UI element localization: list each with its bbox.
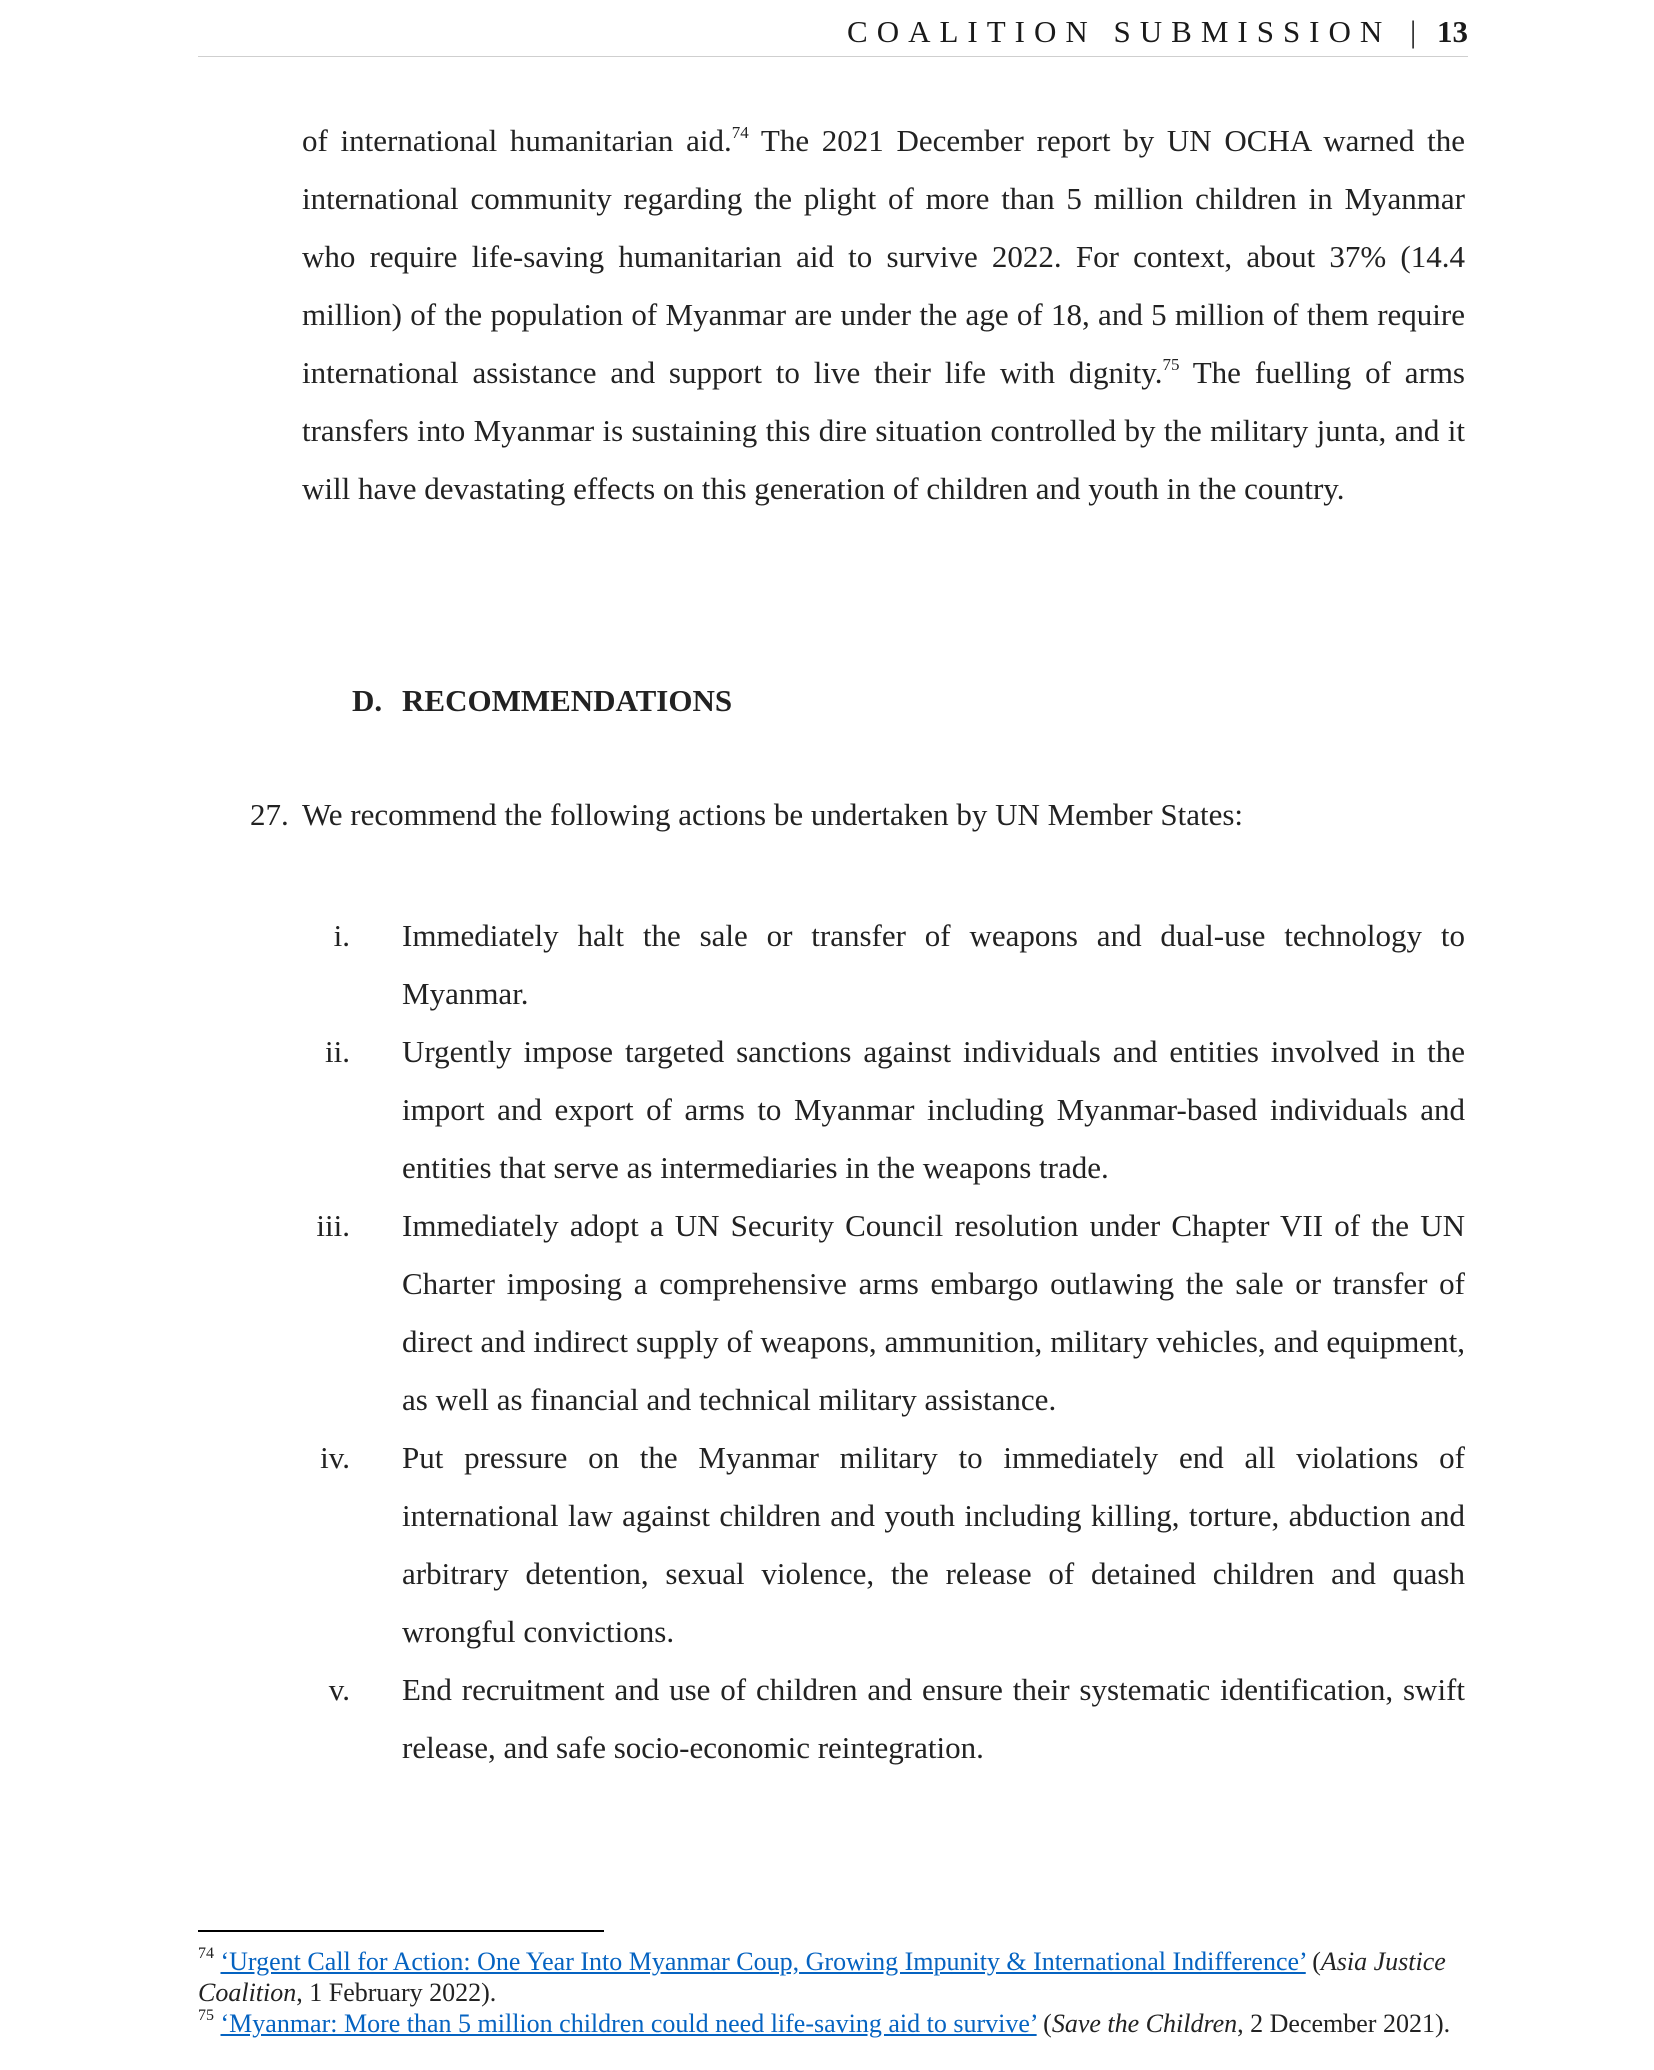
- list-item-text: End recruitment and use of children and ensure their systematic identification, swift release, and safe socio-economic reintegration.: [402, 1672, 1465, 1765]
- footnote-ref-74[interactable]: 74: [731, 122, 749, 142]
- paragraph-text-2: The 2021 December report by UN OCHA warned the international community regarding the plight of more than 5 million children in Myanmar who require life-saving humanitarian aid to survive 2022. For context, about 37% (14.4 million) of the population of Myanmar are under the age of 18, and 5 million of them require international assistance and support to live their life with dignity.: [302, 123, 1465, 390]
- paragraph-27-text: We recommend the following actions be undertaken by UN Member States:: [302, 797, 1244, 832]
- paragraph-number: 27.: [250, 797, 289, 832]
- footnote-74-link[interactable]: ‘Urgent Call for Action: One Year Into Myanmar Coup, Growing Impunity & International Indifference’: [220, 1947, 1306, 1976]
- footnote-number: 75: [198, 2007, 214, 2025]
- list-item: [300, 907, 1465, 1023]
- header-title: COALITION SUBMISSION: [847, 14, 1392, 49]
- list-numeral: ii.: [325, 1034, 350, 1069]
- footnote-74-date: , 1 February 2022).: [296, 1978, 497, 2007]
- list-item: [300, 1661, 1465, 1777]
- footnote-separator: [198, 1930, 604, 1932]
- list-item-text: Immediately halt the sale or transfer of weapons and dual-use technology to Myanmar.: [402, 918, 1465, 1011]
- footnote-75-link[interactable]: ‘Myanmar: More than 5 million children could need life-saving aid to survive’: [220, 2009, 1037, 2038]
- footnote-75: $^{75}$ ‘Myanmar: More than 5 million children could need life-saving aid to survive’ (Save the Children, 2 December 2021).: [198, 2007, 1451, 2038]
- footnote-75-date: , 2 December 2021).: [1237, 2009, 1451, 2038]
- list-item: [300, 1197, 1465, 1429]
- paragraph-text-1: of international humanitarian aid.: [302, 123, 732, 158]
- list-item-text: Put pressure on the Myanmar military to immediately end all violations of international law against children and youth including killing, torture, abduction and arbitrary detention, sexual violence, the release of detained children and quash wrongful convictions.: [402, 1440, 1465, 1649]
- footnote-74-source: Asia Justice Coalition: [198, 1947, 1446, 2007]
- section-title: RECOMMENDATIONS: [402, 683, 733, 718]
- footnote-75-source: Save the Children: [1051, 2009, 1238, 2038]
- list-numeral: i.: [333, 918, 350, 953]
- footnote-ref-75[interactable]: 75: [1162, 354, 1180, 374]
- header-divider: [198, 56, 1468, 57]
- body-paragraph: [302, 112, 1465, 518]
- footnotes: [198, 1946, 1468, 2039]
- list-item-text: Urgently impose targeted sanctions against individuals and entities involved in the import and export of arms to Myanmar including Myanmar-based individuals and entities that serve as intermediaries in the weapons trade.: [402, 1034, 1465, 1185]
- list-numeral: iv.: [320, 1440, 350, 1475]
- footnote-74: $^{74}$ ‘Urgent Call for Action: One Year Into Myanmar Coup, Growing Impunity & International Indifference’ (Asia Justice Coalition, 1 February 2022).: [198, 1945, 1446, 2007]
- list-item-text: Immediately adopt a UN Security Council resolution under Chapter VII of the UN Charter imposing a comprehensive arms embargo outlawing the sale or transfer of direct and indirect supply of weapons, ammunition, military vehicles, and equipment, as well as financial and technical military assistance.: [402, 1208, 1465, 1417]
- list-item: [300, 1023, 1465, 1197]
- header-separator: |: [1410, 14, 1417, 49]
- numbered-paragraph-27: [250, 797, 1243, 833]
- footnote-number: 74: [198, 1945, 214, 1963]
- section-heading: [352, 683, 732, 719]
- list-numeral: iii.: [316, 1208, 350, 1243]
- running-header: [847, 14, 1468, 50]
- list-numeral: v.: [328, 1672, 350, 1707]
- section-letter: D.: [352, 683, 383, 718]
- page-number: 13: [1437, 14, 1468, 49]
- paragraph-text-3: The fuelling of arms transfers into Myanmar is sustaining this dire situation controlled by the military junta, and it will have devastating effects on this generation of children and youth in the country.: [302, 355, 1466, 506]
- recommendations-list: [300, 907, 1465, 1777]
- list-item: [300, 1429, 1465, 1661]
